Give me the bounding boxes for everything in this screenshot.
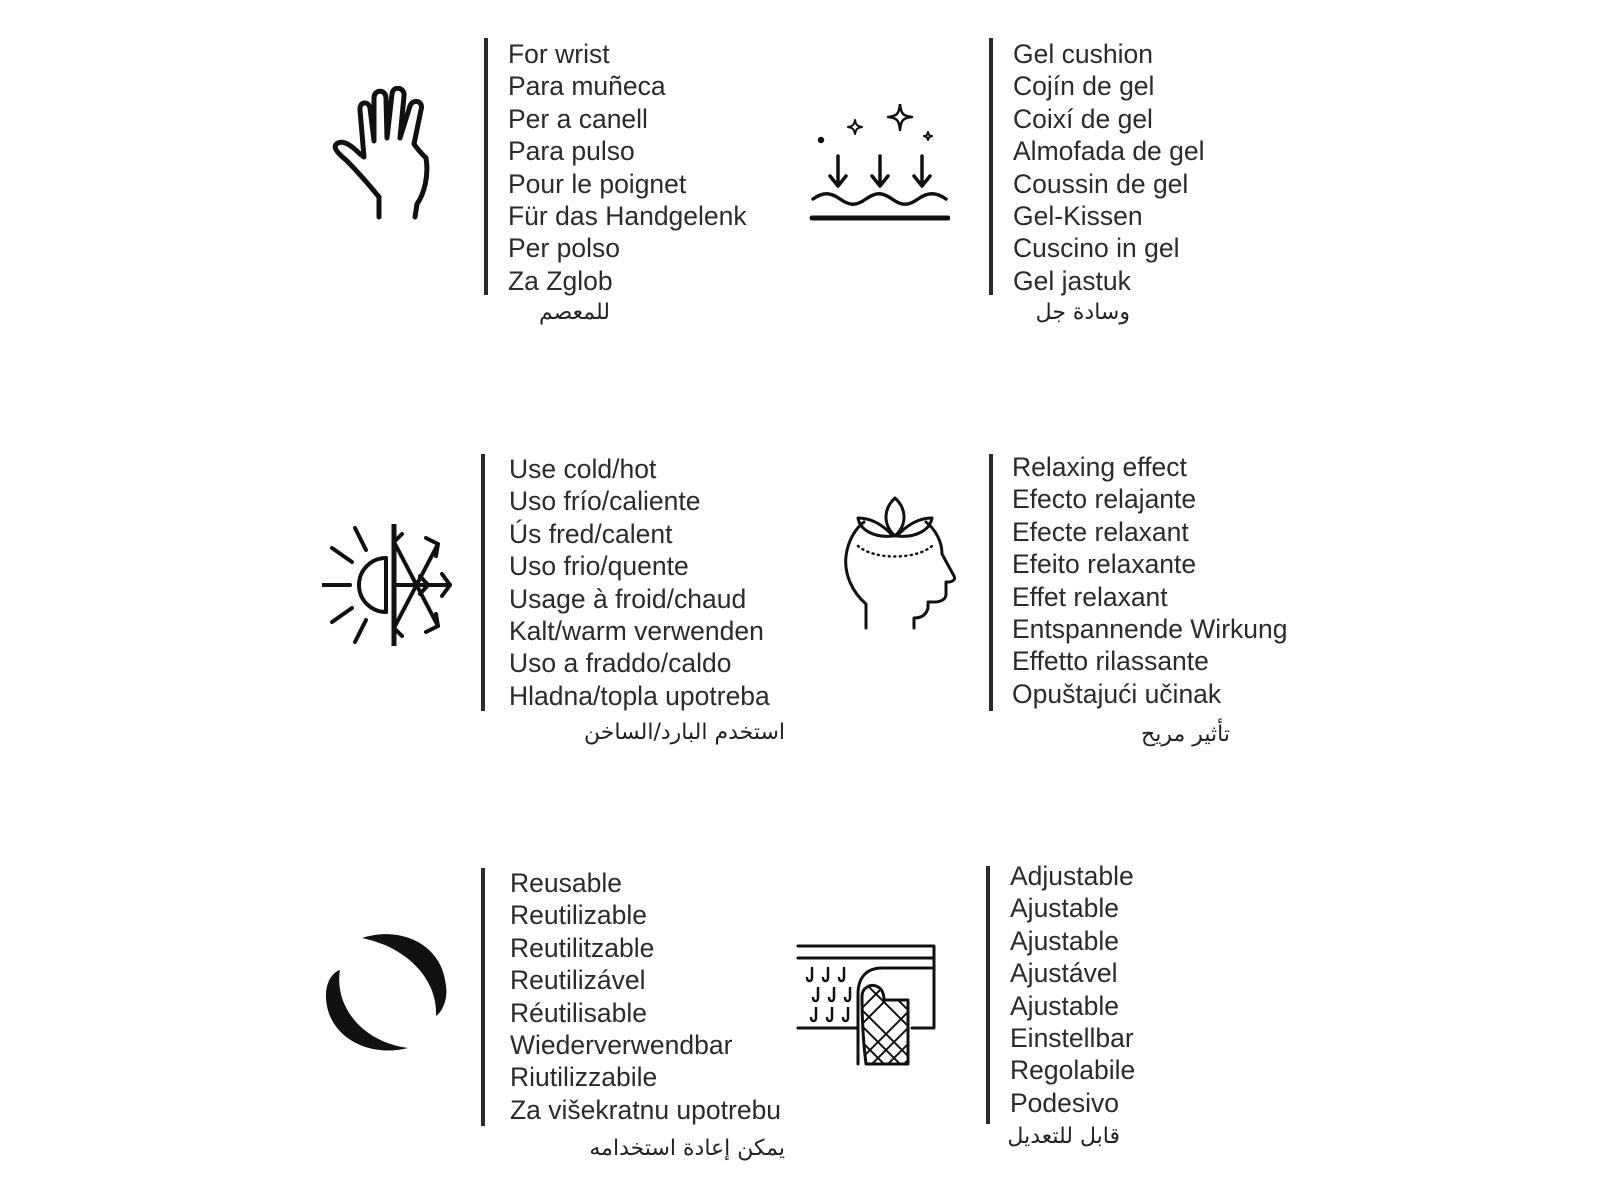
divider-bar bbox=[989, 38, 993, 295]
feature-line: Opuštajući učinak bbox=[1012, 678, 1222, 709]
feature-line: Gel-Kissen bbox=[1013, 200, 1143, 231]
feature-line: Effetto rilassante bbox=[1012, 646, 1209, 677]
feature-line: Almofada de gel bbox=[1013, 136, 1205, 167]
feature-line: Regolabile bbox=[1010, 1055, 1136, 1086]
arabic-label: يمكن إعادة استخدامه bbox=[589, 1136, 785, 1161]
arabic-label: للمعصم bbox=[538, 300, 610, 325]
feature-line: Réutilisable bbox=[510, 997, 647, 1028]
divider-bar bbox=[481, 868, 485, 1126]
feature-line: Uso frio/quente bbox=[509, 551, 689, 582]
feature-line: Gel jastuk bbox=[1013, 265, 1131, 296]
feature-line: Entspannende Wirkung bbox=[1012, 613, 1288, 644]
feature-text-list bbox=[510, 867, 781, 1126]
feature-line: Cuscino in gel bbox=[1013, 233, 1180, 264]
feature-text-list bbox=[1010, 860, 1135, 1119]
feature-line: Wiederverwendbar bbox=[510, 1029, 733, 1060]
relaxing-head-lotus-icon bbox=[844, 496, 958, 630]
feature-line: Gel cushion bbox=[1013, 39, 1153, 69]
feature-line: Coixí de gel bbox=[1013, 103, 1153, 134]
hand-icon bbox=[330, 86, 448, 220]
feature-line: Uso frío/caliente bbox=[509, 486, 701, 517]
gel-cushion-icon bbox=[808, 104, 950, 222]
feature-line: Ús fred/calent bbox=[509, 518, 673, 549]
feature-line: Per a canell bbox=[508, 103, 648, 134]
feature-line: Ajustable bbox=[1010, 990, 1120, 1021]
feature-line: Ajustável bbox=[1010, 958, 1118, 989]
feature-line: Reutilitzable bbox=[510, 932, 655, 963]
arabic-label: استخدم البارد/الساخن bbox=[583, 720, 785, 745]
feature-line: Kalt/warm verwenden bbox=[509, 615, 764, 646]
feature-line: Hladna/topla upotreba bbox=[509, 680, 770, 711]
feature-line: Reusable bbox=[510, 868, 622, 898]
divider-bar bbox=[484, 38, 488, 295]
arabic-label: وسادة جل bbox=[1035, 300, 1130, 325]
feature-line: Für das Handgelenk bbox=[508, 200, 747, 231]
feature-line: Coussin de gel bbox=[1013, 168, 1189, 199]
feature-line: Za višekratnu upotrebu bbox=[510, 1094, 782, 1125]
divider-bar bbox=[986, 866, 990, 1124]
divider-bar bbox=[989, 454, 993, 711]
arabic-label: قابل للتعديل bbox=[1007, 1124, 1120, 1149]
feature-line: Efecto relajante bbox=[1012, 484, 1197, 515]
feature-line: Reutilizable bbox=[510, 900, 647, 931]
feature-line: Ajustable bbox=[1010, 893, 1120, 924]
feature-line: Use cold/hot bbox=[509, 454, 657, 484]
feature-line: Pour le poignet bbox=[508, 168, 687, 199]
feature-line: Reutilizável bbox=[510, 965, 646, 996]
feature-text-list bbox=[509, 453, 770, 712]
feature-line: Para muñeca bbox=[508, 71, 666, 102]
feature-line: Uso a fraddo/caldo bbox=[509, 648, 732, 679]
feature-line: Usage à froid/chaud bbox=[509, 583, 747, 614]
feature-line: For wrist bbox=[508, 39, 610, 69]
feature-line: Ajustable bbox=[1010, 925, 1120, 956]
feature-line: Adjustable bbox=[1010, 861, 1134, 891]
feature-line: Einstellbar bbox=[1010, 1022, 1134, 1053]
reusable-cycle-icon bbox=[324, 930, 448, 1054]
feature-line: Efecte relaxant bbox=[1012, 516, 1189, 547]
feature-line: Podesivo bbox=[1010, 1087, 1120, 1118]
feature-text-list bbox=[1012, 451, 1287, 710]
feature-line: Para pulso bbox=[508, 136, 635, 167]
feature-line: Effet relaxant bbox=[1012, 581, 1168, 612]
sun-snowflake-icon bbox=[322, 524, 454, 646]
divider-bar bbox=[481, 454, 485, 711]
feature-line: Riutilizzabile bbox=[510, 1062, 658, 1093]
adjustable-velcro-strap-icon bbox=[796, 944, 936, 1066]
feature-line: Cojín de gel bbox=[1013, 71, 1155, 102]
arabic-label: تأثير مريح bbox=[1141, 722, 1230, 747]
feature-text-list bbox=[1013, 38, 1205, 297]
feature-line: Efeito relaxante bbox=[1012, 549, 1197, 580]
feature-line: Per polso bbox=[508, 233, 620, 264]
feature-line: Za Zglob bbox=[508, 265, 613, 296]
feature-line: Relaxing effect bbox=[1012, 452, 1187, 482]
feature-text-list bbox=[508, 38, 747, 297]
